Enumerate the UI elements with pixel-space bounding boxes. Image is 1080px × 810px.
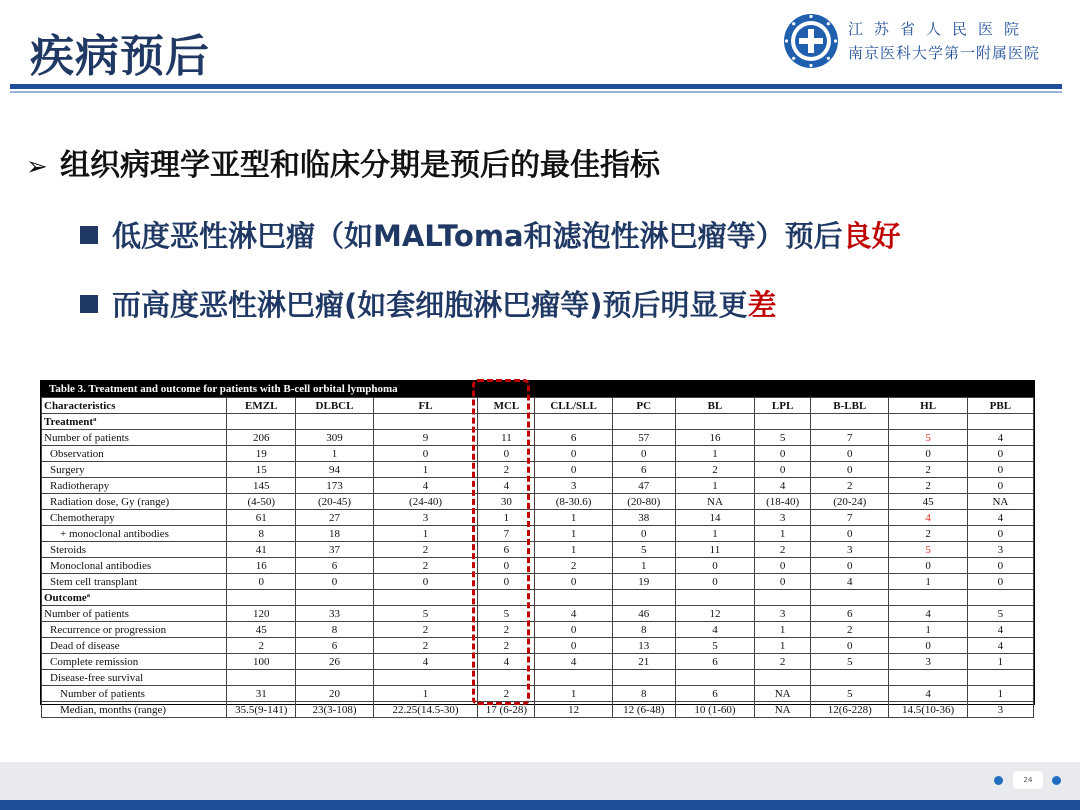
table-cell: 11: [478, 430, 535, 446]
table-cell: 16: [675, 430, 754, 446]
table-cell: 1: [675, 478, 754, 494]
table-row: [42, 558, 1034, 574]
table-cell: [296, 670, 373, 686]
table-row: [42, 430, 1034, 446]
table-cell: 11: [675, 542, 754, 558]
table-cell: 206: [227, 430, 296, 446]
table-cell: [675, 670, 754, 686]
footer-rule: [0, 800, 1080, 810]
table-cell: 4: [535, 654, 612, 670]
table-cell: (4-50): [227, 494, 296, 510]
mcl-highlight-box: [472, 379, 530, 705]
table-cell: 4: [755, 478, 811, 494]
table-cell: 5: [889, 542, 967, 558]
table-cell: Number of patients: [42, 686, 227, 702]
table-cell: 0: [811, 446, 889, 462]
table-cell: [811, 414, 889, 430]
table-cell: 1: [373, 462, 478, 478]
table-cell: 1: [535, 686, 612, 702]
bullet-high-grade-text: 而高度恶性淋巴瘤(如套细胞淋巴瘤等)预后明显更: [112, 288, 748, 322]
table-cell: Dead of disease: [42, 638, 227, 654]
table-cell: 0: [478, 558, 535, 574]
table-cell: 120: [227, 606, 296, 622]
table-cell: 0: [811, 558, 889, 574]
table-row: [42, 686, 1034, 702]
table-cell: 0: [535, 638, 612, 654]
table-cell: 4: [675, 622, 754, 638]
table-cell: 1: [373, 526, 478, 542]
table-cell: 10 (1-60): [675, 702, 754, 718]
bullet-main: [26, 140, 660, 184]
table-cell: NA: [755, 702, 811, 718]
table-cell: [811, 670, 889, 686]
table-cell: 23(3-108): [296, 702, 373, 718]
table-cell: 12: [675, 606, 754, 622]
table-row: [42, 622, 1034, 638]
table-header-cell: FL: [373, 398, 478, 414]
table-cell: 309: [296, 430, 373, 446]
table-cell: 0: [967, 478, 1033, 494]
table-cell: 1: [675, 526, 754, 542]
bullet-main-text: 组织病理学亚型和临床分期是预后的最佳指标: [60, 148, 660, 183]
table-cell: 0: [967, 526, 1033, 542]
table-cell: 8: [296, 622, 373, 638]
table-cell: [296, 590, 373, 606]
nav-dot-icon: [994, 776, 1003, 785]
table-cell: 0: [675, 574, 754, 590]
hospital-logo: [782, 12, 840, 70]
table-row: [42, 414, 1034, 430]
table-cell: 38: [612, 510, 675, 526]
table-cell: 4: [811, 574, 889, 590]
table-cell: 1: [967, 686, 1033, 702]
table-cell: 22.25(14.5-30): [373, 702, 478, 718]
table-cell: 2: [373, 622, 478, 638]
table-cell: 57: [612, 430, 675, 446]
table-cell: 1: [967, 654, 1033, 670]
table-cell: 0: [889, 558, 967, 574]
table-cell: 0: [889, 638, 967, 654]
table-header-cell: MCL: [478, 398, 535, 414]
table-cell: 0: [811, 462, 889, 478]
table-cell: 2: [478, 638, 535, 654]
table-cell: 47: [612, 478, 675, 494]
page-number: 24: [1013, 771, 1043, 789]
table-cell: (24-40): [373, 494, 478, 510]
table-header-cell: HL: [889, 398, 967, 414]
table-cell: 0: [811, 526, 889, 542]
table-cell: (8-30.6): [535, 494, 612, 510]
table-cell: [889, 670, 967, 686]
table-cell: 4: [478, 654, 535, 670]
table-cell: 13: [612, 638, 675, 654]
table-cell: 2: [755, 542, 811, 558]
table-cell: 0: [373, 574, 478, 590]
table-cell: 4: [373, 478, 478, 494]
table-cell: 7: [811, 510, 889, 526]
table-cell: Median, months (range): [42, 702, 227, 718]
table-cell: Radiation dose, Gy (range): [42, 494, 227, 510]
table-cell: 2: [889, 526, 967, 542]
table-cell: 15: [227, 462, 296, 478]
table-cell: 6: [296, 638, 373, 654]
table-cell: 2: [889, 462, 967, 478]
table-cell: 2: [373, 542, 478, 558]
table-cell: 2: [227, 638, 296, 654]
table-cell: 16: [227, 558, 296, 574]
table-cell: 5: [478, 606, 535, 622]
table-cell: 31: [227, 686, 296, 702]
table-cell: 2: [373, 638, 478, 654]
table-cell: 0: [535, 462, 612, 478]
table-cell: 173: [296, 478, 373, 494]
university-name: 南京医科大学第一附属医院: [848, 44, 1041, 62]
table-cell: [612, 590, 675, 606]
table-cell: 0: [755, 446, 811, 462]
table-cell: 1: [675, 446, 754, 462]
table-row: [42, 574, 1034, 590]
table-header-cell: Characteristics: [42, 398, 227, 414]
table-cell: 6: [612, 462, 675, 478]
table-cell: 1: [296, 446, 373, 462]
table-cell: 3: [811, 542, 889, 558]
table-cell: 2: [478, 686, 535, 702]
table-cell: 4: [535, 606, 612, 622]
table-cell: 14: [675, 510, 754, 526]
table-cell: 3: [373, 510, 478, 526]
table-cell: 4: [889, 686, 967, 702]
table-cell: 0: [612, 526, 675, 542]
table-cell: 2: [811, 478, 889, 494]
table-cell: 2: [373, 558, 478, 574]
table-cell: Observation: [42, 446, 227, 462]
table-cell: 2: [811, 622, 889, 638]
table-cell: 1: [478, 510, 535, 526]
table-row: [42, 478, 1034, 494]
table-cell: 14.5(10-36): [889, 702, 967, 718]
table-cell: 4: [478, 478, 535, 494]
table-cell: 2: [889, 478, 967, 494]
table-cell: 0: [227, 574, 296, 590]
table-cell: 4: [967, 430, 1033, 446]
table-cell: [755, 590, 811, 606]
table-cell: 0: [967, 462, 1033, 478]
table-cell: 12(6-228): [811, 702, 889, 718]
table-cell: 8: [612, 622, 675, 638]
table-cell: Disease-free survival: [42, 670, 227, 686]
table-cell: 8: [227, 526, 296, 542]
table-cell: 0: [373, 446, 478, 462]
table-cell: 17 (6-28): [478, 702, 535, 718]
table-cell: 12 (6-48): [612, 702, 675, 718]
table-cell: [811, 590, 889, 606]
table-cell: 6: [675, 686, 754, 702]
table-cell: 5: [755, 430, 811, 446]
table-header-cell: LPL: [755, 398, 811, 414]
table-row: [42, 638, 1034, 654]
table-cell: 3: [889, 654, 967, 670]
table-cell: 37: [296, 542, 373, 558]
table-cell: Number of patients: [42, 606, 227, 622]
table-cell: Radiotherapy: [42, 478, 227, 494]
table-cell: 0: [535, 574, 612, 590]
table-cell: 3: [535, 478, 612, 494]
table-cell: Stem cell transplant: [42, 574, 227, 590]
table-cell: 6: [535, 430, 612, 446]
table-cell: 3: [755, 510, 811, 526]
table-row: [42, 670, 1034, 686]
table-cell: [373, 414, 478, 430]
table-cell: 6: [478, 542, 535, 558]
table-cell: 3: [967, 702, 1033, 718]
table-cell: 1: [755, 638, 811, 654]
table-cell: 0: [967, 574, 1033, 590]
nav-dot-icon: [1052, 776, 1061, 785]
hospital-name: 江苏省人民医院: [848, 20, 1031, 38]
table-row: [42, 590, 1034, 606]
table-cell: 4: [967, 510, 1033, 526]
table-cell: 61: [227, 510, 296, 526]
table-cell: [373, 590, 478, 606]
bullet-high-grade: [80, 283, 777, 324]
table-cell: [675, 414, 754, 430]
table-cell: 5: [675, 638, 754, 654]
table-row: [42, 462, 1034, 478]
table-header-cell: CLL/SLL: [535, 398, 612, 414]
table-cell: 4: [967, 622, 1033, 638]
table-cell: 21: [612, 654, 675, 670]
table-cell: 45: [889, 494, 967, 510]
table-cell: 6: [811, 606, 889, 622]
table-cell: 9: [373, 430, 478, 446]
table-cell: Chemotherapy: [42, 510, 227, 526]
table-row: [42, 494, 1034, 510]
table-cell: Monoclonal antibodies: [42, 558, 227, 574]
table-cell: [755, 414, 811, 430]
table-cell: Complete remission: [42, 654, 227, 670]
table-cell: 0: [755, 462, 811, 478]
table-cell: 5: [967, 606, 1033, 622]
table-cell: [535, 670, 612, 686]
table-cell: 1: [612, 558, 675, 574]
table-cell: 0: [478, 446, 535, 462]
table-cell: [889, 414, 967, 430]
table-cell: 1: [755, 622, 811, 638]
table-cell: [675, 590, 754, 606]
table-cell: Number of patients: [42, 430, 227, 446]
table-cell: 20: [296, 686, 373, 702]
table-cell: [967, 590, 1033, 606]
table-cell: 0: [535, 622, 612, 638]
bullet-low-grade-emphasis: 良好: [842, 219, 901, 253]
table-cell: 5: [612, 542, 675, 558]
table-cell: 2: [478, 622, 535, 638]
table-cell: 94: [296, 462, 373, 478]
table-cell: 1: [535, 510, 612, 526]
table-cell: 1: [535, 526, 612, 542]
table-cell: [296, 414, 373, 430]
table-cell: 145: [227, 478, 296, 494]
table-cell: [612, 414, 675, 430]
table-cell: 4: [889, 606, 967, 622]
outcome-table-figure: [40, 380, 1035, 716]
table-cell: 35.5(9-141): [227, 702, 296, 718]
table-cell: 7: [811, 430, 889, 446]
table-body: [42, 414, 1034, 718]
table-cell: 2: [478, 462, 535, 478]
table-cell: Surgery: [42, 462, 227, 478]
table-cell: 4: [889, 510, 967, 526]
table-cell: 5: [811, 654, 889, 670]
table-cell: 45: [227, 622, 296, 638]
slide-title: 疾病预后: [30, 31, 210, 82]
table-cell: 19: [612, 574, 675, 590]
table-cell: 33: [296, 606, 373, 622]
table-cell: 4: [967, 638, 1033, 654]
table-cell: [967, 670, 1033, 686]
table-header-cell: BL: [675, 398, 754, 414]
table-cell: [535, 414, 612, 430]
table-cell: 6: [675, 654, 754, 670]
table-header-cell: EMZL: [227, 398, 296, 414]
table-cell: 0: [967, 558, 1033, 574]
table-cell: 0: [296, 574, 373, 590]
table-cell: 41: [227, 542, 296, 558]
table-header-cell: PBL: [967, 398, 1033, 414]
square-bullet-icon: [80, 226, 98, 244]
table-cell: [535, 590, 612, 606]
table-cell: 18: [296, 526, 373, 542]
arrow-bullet-icon: ➢: [26, 152, 48, 182]
table-cell: 7: [478, 526, 535, 542]
table-cell: [889, 590, 967, 606]
table-cell: (20-45): [296, 494, 373, 510]
table-cell: NA: [967, 494, 1033, 510]
bullet-high-grade-emphasis: 差: [747, 288, 777, 322]
table-cell: (20-24): [811, 494, 889, 510]
table-cell: [227, 670, 296, 686]
table-cell: 0: [755, 558, 811, 574]
table-cell: 4: [373, 654, 478, 670]
table-cell: + monoclonal antibodies: [42, 526, 227, 542]
table-row: [42, 542, 1034, 558]
table-cell: 2: [675, 462, 754, 478]
footer-bar: [0, 762, 1080, 800]
table-cell: 6: [296, 558, 373, 574]
table-cell: 0: [535, 446, 612, 462]
table-row: [42, 526, 1034, 542]
table-cell: [373, 670, 478, 686]
table-cell: 5: [811, 686, 889, 702]
header-rule: [10, 84, 1062, 89]
table-cell: 2: [535, 558, 612, 574]
table-cell: [227, 590, 296, 606]
table-row: [42, 702, 1034, 718]
table-cell: 26: [296, 654, 373, 670]
outcome-table: [41, 397, 1034, 718]
table-cell: [755, 670, 811, 686]
table-header-cell: B-LBL: [811, 398, 889, 414]
bullet-low-grade: [80, 214, 901, 255]
table-cell: 30: [478, 494, 535, 510]
table-cell: NA: [675, 494, 754, 510]
table-cell: 0: [967, 446, 1033, 462]
table-cell: 1: [889, 622, 967, 638]
table-header-cell: PC: [612, 398, 675, 414]
table-cell: 0: [478, 574, 535, 590]
table-cell: Treatmentª: [42, 414, 227, 430]
table-cell: 1: [755, 526, 811, 542]
bullet-low-grade-text: 低度恶性淋巴瘤（如MALToma和滤泡性淋巴瘤等）预后: [112, 219, 843, 253]
table-cell: 1: [535, 542, 612, 558]
table-cell: [967, 414, 1033, 430]
table-cell: 46: [612, 606, 675, 622]
table-cell: 19: [227, 446, 296, 462]
table-cell: 0: [889, 446, 967, 462]
table-row: [42, 510, 1034, 526]
header-rule-thin: [10, 91, 1062, 93]
square-bullet-icon: [80, 295, 98, 313]
table-row: [42, 606, 1034, 622]
table-cell: 0: [612, 446, 675, 462]
table-header-row: [42, 398, 1034, 414]
table-cell: 27: [296, 510, 373, 526]
table-header-cell: DLBCL: [296, 398, 373, 414]
table-cell: NA: [755, 686, 811, 702]
table-cell: (20-80): [612, 494, 675, 510]
table-cell: 2: [755, 654, 811, 670]
table-cell: 100: [227, 654, 296, 670]
table-cell: 0: [755, 574, 811, 590]
table-row: [42, 654, 1034, 670]
table-row: [42, 446, 1034, 462]
table-cell: Recurrence or progression: [42, 622, 227, 638]
table-cell: 0: [811, 638, 889, 654]
table-cell: 5: [373, 606, 478, 622]
table-cell: 3: [967, 542, 1033, 558]
table-cell: 5: [889, 430, 967, 446]
table-cell: [227, 414, 296, 430]
table-caption: Table 3. Treatment and outcome for patients with B-cell orbital lymphoma: [41, 381, 1034, 397]
table-cell: 1: [373, 686, 478, 702]
table-cell: 8: [612, 686, 675, 702]
table-cell: [612, 670, 675, 686]
table-cell: Outcomeª: [42, 590, 227, 606]
table-cell: 12: [535, 702, 612, 718]
table-cell: Steroids: [42, 542, 227, 558]
table-cell: 1: [889, 574, 967, 590]
table-cell: 3: [755, 606, 811, 622]
table-cell: (18-40): [755, 494, 811, 510]
table-cell: 0: [675, 558, 754, 574]
